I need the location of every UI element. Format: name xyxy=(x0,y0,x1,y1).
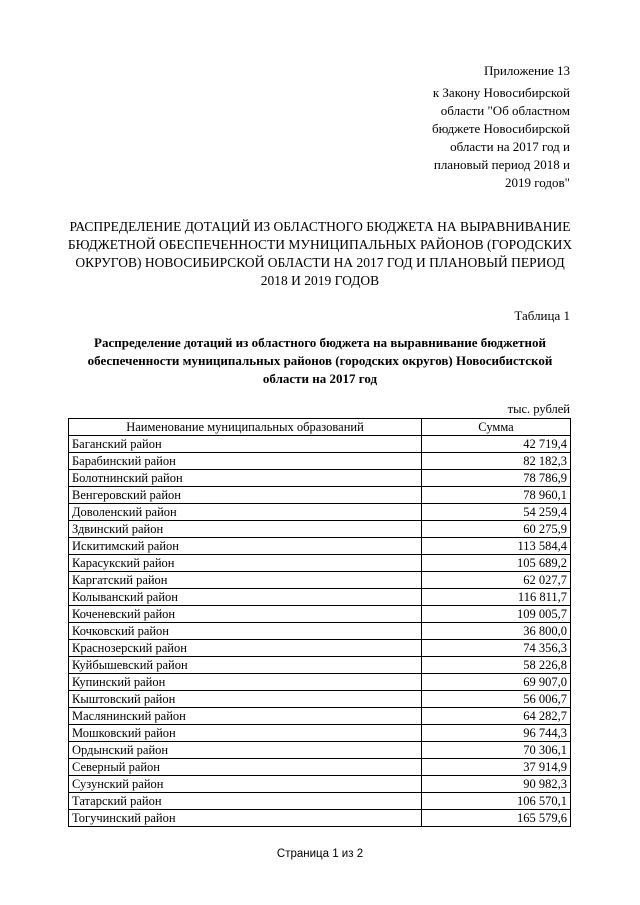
district-name: Искитимский район xyxy=(69,538,422,555)
district-name: Татарский район xyxy=(69,793,422,810)
table-row xyxy=(69,436,571,453)
subsidy-amount: 70 306,1 xyxy=(422,742,571,759)
district-name: Баганский район xyxy=(69,436,422,453)
column-header-name: Наименование муниципальных образований xyxy=(69,419,422,436)
table-header-row xyxy=(69,419,571,436)
title-line: ОКРУГОВ) НОВОСИБИРСКОЙ ОБЛАСТИ НА 2017 ГОД И ПЛАНОВЫЙ ПЕРИОД xyxy=(75,255,565,270)
district-name: Кыштовский район xyxy=(69,691,422,708)
table-row xyxy=(69,742,571,759)
district-name: Болотнинский район xyxy=(69,470,422,487)
table-row xyxy=(69,725,571,742)
subsidy-amount: 116 811,7 xyxy=(422,589,571,606)
table-row xyxy=(69,606,571,623)
district-name: Тогучинский район xyxy=(69,810,422,827)
table-row xyxy=(69,691,571,708)
subsidy-amount: 82 182,3 xyxy=(422,453,571,470)
district-name: Барабинский район xyxy=(69,453,422,470)
appendix-line: к Закону Новосибирской xyxy=(432,85,570,100)
subsidy-amount: 54 259,4 xyxy=(422,504,571,521)
table-row xyxy=(69,572,571,589)
appendix-line: области "Об областном xyxy=(440,103,570,118)
table-row xyxy=(69,640,571,657)
subsidy-amount: 109 005,7 xyxy=(422,606,571,623)
subsidy-amount: 69 907,0 xyxy=(422,674,571,691)
subsidy-amount: 165 579,6 xyxy=(422,810,571,827)
page-footer: Страница 1 из 2 xyxy=(276,848,364,860)
district-name: Ордынский район xyxy=(69,742,422,759)
subsidy-amount: 36 800,0 xyxy=(422,623,571,640)
appendix-line: плановый период 2018 и xyxy=(433,157,570,172)
district-name: Сузунский район xyxy=(69,776,422,793)
appendix-block xyxy=(370,62,570,192)
subsidy-amount: 106 570,1 xyxy=(422,793,571,810)
document-title xyxy=(60,218,580,290)
district-name: Куйбышевский район xyxy=(69,657,422,674)
table-row xyxy=(69,674,571,691)
table-label: Таблица 1 xyxy=(514,308,570,323)
district-name: Северный район xyxy=(69,759,422,776)
subsidy-amount: 78 786,9 xyxy=(422,470,571,487)
appendix-line: области на 2017 год и xyxy=(450,139,570,154)
column-header-sum: Сумма xyxy=(422,419,571,436)
district-name: Карасукский район xyxy=(69,555,422,572)
district-name: Кочковский район xyxy=(69,623,422,640)
subsidy-amount: 90 982,3 xyxy=(422,776,571,793)
subsidy-amount: 96 744,3 xyxy=(422,725,571,742)
subsidy-amount: 60 275,9 xyxy=(422,521,571,538)
subsidy-amount: 74 356,3 xyxy=(422,640,571,657)
table-row xyxy=(69,538,571,555)
table-row xyxy=(69,589,571,606)
table-row xyxy=(69,708,571,725)
district-name: Доволенский район xyxy=(69,504,422,521)
table-row xyxy=(69,504,571,521)
subsidy-amount: 62 027,7 xyxy=(422,572,571,589)
subsidy-amount: 105 689,2 xyxy=(422,555,571,572)
title-line: БЮДЖЕТНОЙ ОБЕСПЕЧЕННОСТИ МУНИЦИПАЛЬНЫХ РАЙОНОВ (ГОРОДСКИХ xyxy=(67,237,573,252)
table-row xyxy=(69,623,571,640)
title-line: 2018 И 2019 ГОДОВ xyxy=(260,273,380,288)
table-row xyxy=(69,759,571,776)
table-row xyxy=(69,793,571,810)
subsidy-amount: 42 719,4 xyxy=(422,436,571,453)
table-body xyxy=(69,436,571,827)
table-row xyxy=(69,487,571,504)
subsidy-amount: 113 584,4 xyxy=(422,538,571,555)
subtitle-line: обеспеченности муниципальных районов (городских округов) Новосибистской xyxy=(87,353,553,368)
table-row xyxy=(69,810,571,827)
district-name: Краснозерский район xyxy=(69,640,422,657)
district-name: Каргатский район xyxy=(69,572,422,589)
table-row xyxy=(69,453,571,470)
table-row xyxy=(69,470,571,487)
table-title xyxy=(70,334,570,388)
subtitle-line: области на 2017 год xyxy=(262,371,378,386)
district-name: Коченевский район xyxy=(69,606,422,623)
district-name: Мошковский район xyxy=(69,725,422,742)
district-name: Венгеровский район xyxy=(69,487,422,504)
title-line: РАСПРЕДЕЛЕНИЕ ДОТАЦИЙ ИЗ ОБЛАСТНОГО БЮДЖЕТА НА ВЫРАВНИВАНИЕ xyxy=(69,219,571,234)
district-name: Колыванский район xyxy=(69,589,422,606)
table-row xyxy=(69,776,571,793)
appendix-line: бюджете Новосибирской xyxy=(431,121,570,136)
district-name: Здвинский район xyxy=(69,521,422,538)
subsidy-amount: 58 226,8 xyxy=(422,657,571,674)
district-name: Маслянинский район xyxy=(69,708,422,725)
district-name: Купинский район xyxy=(69,674,422,691)
subsidy-table xyxy=(68,418,571,827)
table-row xyxy=(69,555,571,572)
appendix-number: Приложение 13 xyxy=(483,63,570,78)
table-row xyxy=(69,657,571,674)
subsidy-amount: 37 914,9 xyxy=(422,759,571,776)
subsidy-amount: 64 282,7 xyxy=(422,708,571,725)
appendix-line: 2019 годов" xyxy=(505,175,570,190)
table-row xyxy=(69,521,571,538)
subtitle-line: Распределение дотаций из областного бюджета на выравнивание бюджетной xyxy=(94,335,546,350)
subsidy-amount: 56 006,7 xyxy=(422,691,571,708)
subsidy-amount: 78 960,1 xyxy=(422,487,571,504)
unit-label: тыс. рублей xyxy=(507,402,570,416)
